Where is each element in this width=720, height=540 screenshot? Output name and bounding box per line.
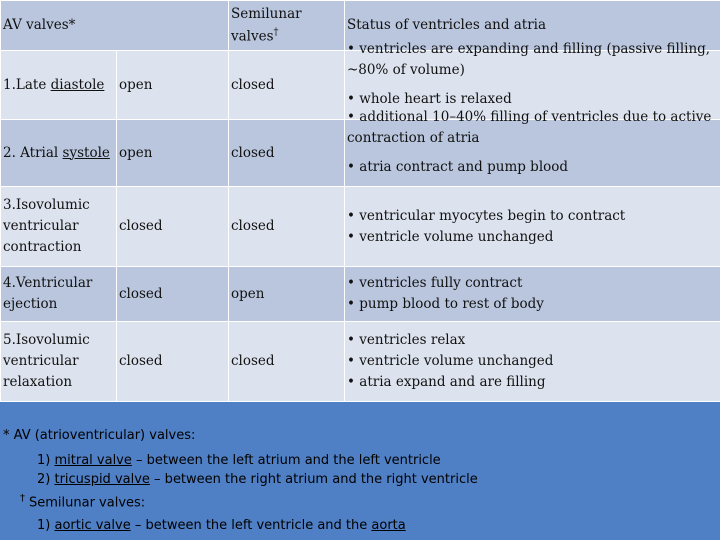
phase-line: 5.Isovolumic <box>3 332 90 349</box>
status-cell <box>345 109 720 187</box>
status-bullet: • ventricle volume unchanged <box>347 351 720 372</box>
status-bullet: • ventricular myocytes begin to contract <box>347 206 720 227</box>
phase-cell <box>1 187 117 267</box>
header-semilunar-valves <box>229 1 345 51</box>
semilunar-cell: closed <box>229 120 345 187</box>
phase-number: 1.Late <box>3 76 51 93</box>
av-footnote-item <box>37 472 478 487</box>
phase-term: systole <box>62 144 110 161</box>
av-cell: closed <box>117 187 229 267</box>
av-cell: closed <box>117 267 229 322</box>
item-number: 1) <box>37 518 55 533</box>
semilunar-footnote-heading <box>20 493 145 510</box>
valve-term: mitral valve <box>54 453 132 468</box>
phase-line: ejection <box>3 296 58 312</box>
semilunar-footnote-item <box>37 518 406 533</box>
status-bullet: • whole heart is relaxed <box>347 89 512 110</box>
status-cell <box>345 267 720 322</box>
item-number: 1) <box>37 453 55 468</box>
item-text: – between the left atrium and the left ventricle <box>131 453 441 468</box>
phase-cell <box>1 51 117 120</box>
av-footnote-heading: * AV (atrioventricular) valves: <box>3 428 196 443</box>
av-cell: closed <box>117 322 229 402</box>
av-cell: open <box>117 51 229 120</box>
semilunar-cell: open <box>229 267 345 322</box>
table-row <box>1 120 720 187</box>
table-row <box>1 187 720 267</box>
phase-line: 4.Ventricular <box>3 275 93 292</box>
semilunar-cell: closed <box>229 51 345 120</box>
status-bullet: • ventricle volume unchanged <box>347 227 720 248</box>
av-cell: open <box>117 120 229 187</box>
status-bullet: • atria contract and pump blood <box>347 157 568 178</box>
phase-cell <box>1 322 117 402</box>
av-footnote-item <box>37 453 441 468</box>
item-text: – between the right atrium and the right ventricle <box>149 472 478 487</box>
status-bullet: • ventricles relax <box>347 330 720 351</box>
status-bullet: • ventricles fully contract <box>347 273 720 294</box>
header-semilunar-line1: Semilunar <box>231 5 302 22</box>
status-cell <box>345 322 720 402</box>
item-text: – between the left ventricle and the <box>130 518 372 533</box>
phase-line: ventricular <box>3 218 79 235</box>
phase-line: 3.Isovolumic <box>3 197 90 214</box>
phase-line: ventricular <box>3 353 79 370</box>
vessel-term: aorta <box>371 518 406 533</box>
valve-term: aortic valve <box>54 518 131 533</box>
status-bullet: • ventricles are expanding and filling (passive filling, ~80% of volume) <box>347 39 720 81</box>
dagger-mark: † <box>20 493 25 504</box>
phase-term: diastole <box>50 76 105 93</box>
header-av-valves: AV valves* <box>1 1 229 51</box>
phase-number: 2. Atrial <box>3 144 63 161</box>
status-cell <box>345 187 720 267</box>
semilunar-cell: closed <box>229 322 345 402</box>
phase-cell <box>1 120 117 187</box>
table-row <box>1 322 720 402</box>
footnotes <box>0 402 720 540</box>
semilunar-cell: closed <box>229 187 345 267</box>
status-bullet: • additional 10–40% filling of ventricles due to active contraction of atria <box>347 107 720 149</box>
dagger-mark: † <box>273 26 279 38</box>
item-number: 2) <box>37 472 55 487</box>
phase-cell <box>1 267 117 322</box>
status-bullet: • pump blood to rest of body <box>347 294 720 315</box>
phase-line: relaxation <box>3 373 73 390</box>
table-row <box>1 267 720 322</box>
heading-text: Semilunar valves: <box>29 495 146 511</box>
header-status: Status of ventricles and atria <box>345 1 720 51</box>
header-semilunar-line2: valves <box>231 28 274 45</box>
status-bullet: • atria expand and are filling <box>347 372 720 393</box>
phase-line: contraction <box>3 238 82 255</box>
valve-term: tricuspid valve <box>54 472 150 487</box>
